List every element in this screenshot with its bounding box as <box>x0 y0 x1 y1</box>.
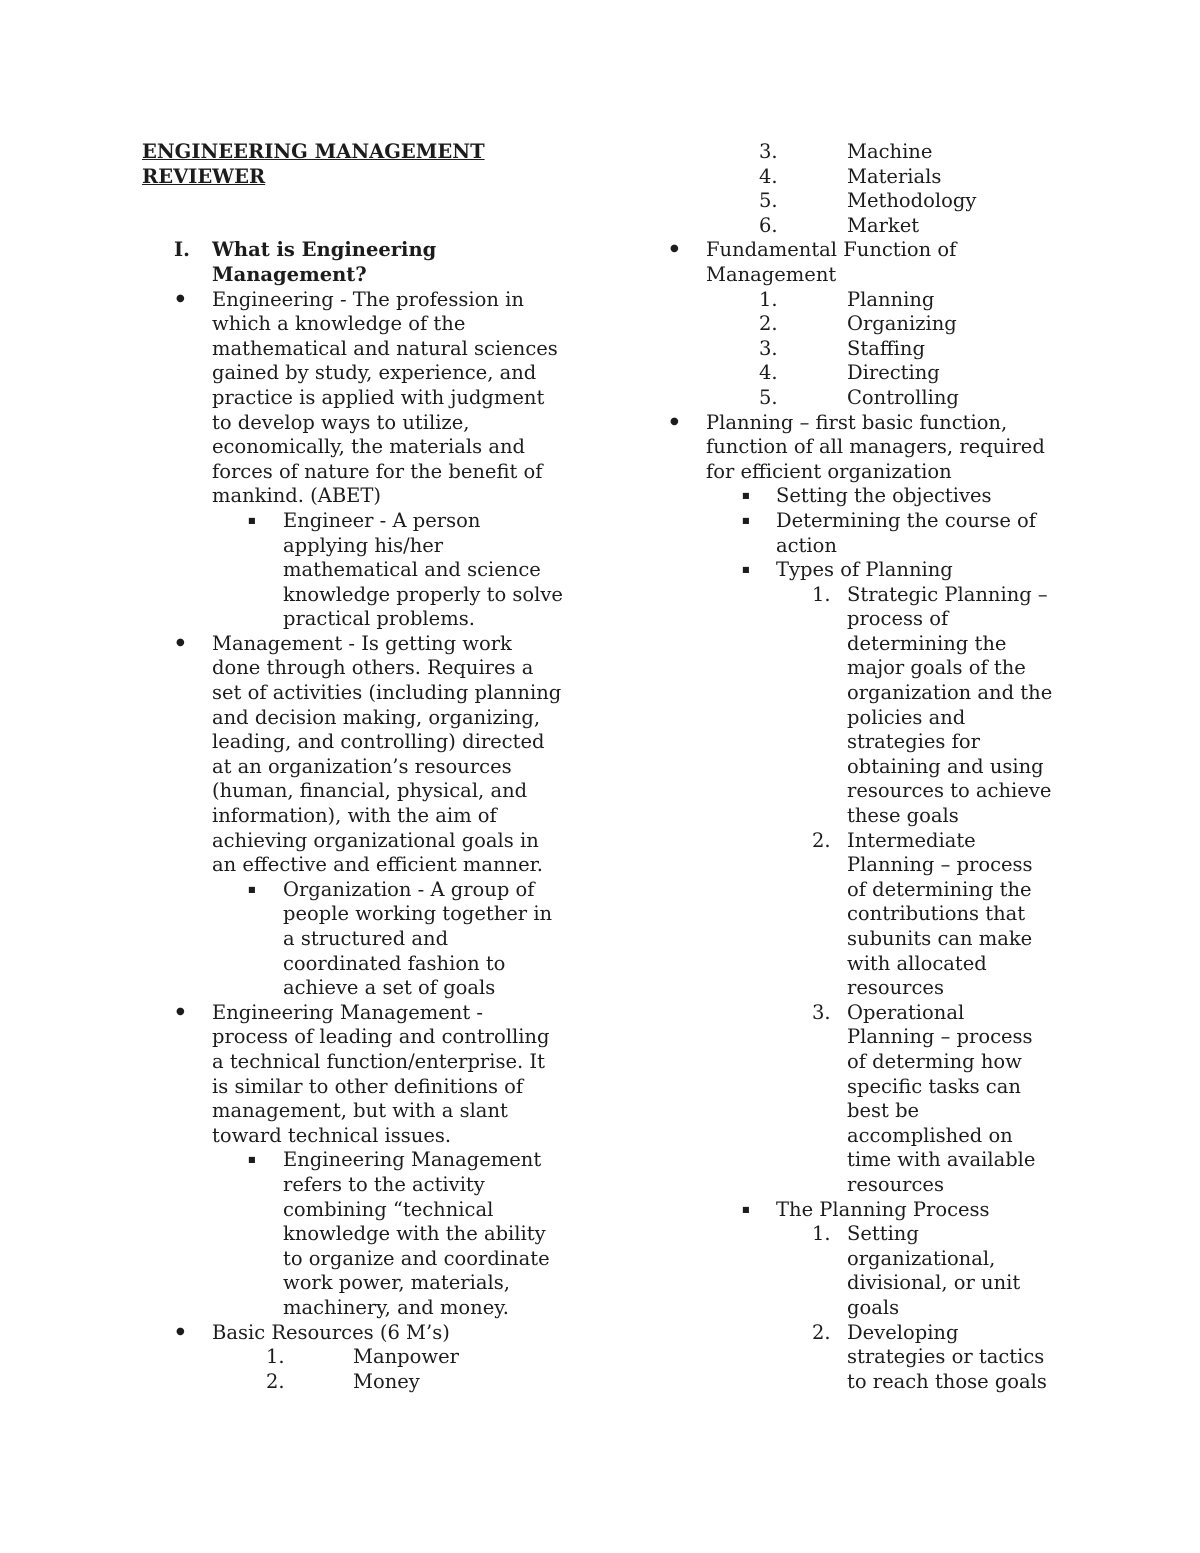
right-column <box>668 140 1088 1394</box>
process-step-2: 2. Developing strategies or tactics to reach those goals <box>812 1320 1047 1393</box>
engineer-subitem: Engineer - A person applying his/her mathematical and science knowledge properly to solve practical problems. <box>283 508 563 631</box>
list-item: 4. Materials <box>759 164 942 188</box>
engineering-bullet: Engineering - The profession in which a knowledge of the mathematical and natural sciences gained by study, experience, and practice is applied with judgment to develop ways to utilize, economically, the materials and forces of nature for the benefit of mankind. (ABET) <box>212 287 558 508</box>
list-item: 3. Staffing <box>759 336 925 360</box>
list-item: 1. Manpower <box>266 1345 459 1369</box>
engineering-management-subitem: Engineering Management refers to the activity combining “technical knowledge with the ability to organize and coordinate work power, materials, machinery, and money. <box>283 1148 550 1319</box>
process-step-1: 1. Setting organizational, divisional, or unit goals <box>812 1222 1021 1319</box>
fundamental-function-bullet: Fundamental Function of Management 1. Planning 2. Organizing 3. Staffing 4. Directing 5. Controlling <box>668 238 1088 410</box>
management-bullet: Management - Is getting work done through others. Requires a set of activities (including planning and decision making, organizing, leading, and controlling) directed at an organization’s resources (human, financial, physical, and information), with the aim of achieving organizational goals in an effective and efficient manner. <box>212 631 562 877</box>
strategic-planning-item: 1. Strategic Planning – process of determining the major goals of the organization and the policies and strategies for obtaining and using resources to achieve these goals <box>812 582 1053 828</box>
doc-title-line-2: REVIEWER <box>142 164 266 188</box>
left-column <box>142 140 582 1394</box>
list-item: 5. Methodology <box>759 189 977 213</box>
list-item: 2. Money <box>266 1369 420 1393</box>
section-number: I. <box>174 238 190 262</box>
doc-title-line-1: ENGINEERING MANAGEMENT <box>142 140 485 163</box>
list-item: 2. Organizing <box>759 312 957 336</box>
list-item: 4. Directing <box>759 361 940 385</box>
organization-subitem: Organization - A group of people working together in a structured and coordinated fashion to achieve a set of goals <box>283 877 553 1000</box>
section-heading-line-1: What is Engineering <box>212 238 437 262</box>
list-item: 5. Controlling <box>759 385 959 409</box>
list-item: 6. Market <box>759 213 920 237</box>
list-item: 3. Machine <box>759 140 933 163</box>
engineering-management-bullet: Engineering Management - process of leading and controlling a technical function/enterprise. It is similar to other definitions of management, but with a slant toward technical issues. <box>212 1000 550 1147</box>
intermediate-planning-item: 2. Intermediate Planning – process of determining the contributions that subunits can make with allocated resources <box>812 828 1033 1000</box>
section-heading <box>142 238 582 263</box>
operational-planning-item: 3. Operational Planning – process of determing how specific tasks can best be accomplished on time with available resources <box>812 1000 1036 1196</box>
basic-resources-bullet: Basic Resources (6 M’s) 1. Manpower 2. Money <box>142 1321 582 1395</box>
list-item: 1. Planning <box>759 287 935 311</box>
planning-bullet: Planning – first basic function, function of all managers, required for efficient organization Setting the objectives Determining the course of action Types of Planning 1. Strategic Planning – process of determining the major goals of the organization and the policies and strategies for obtaining and using resources to achieve these goals 2. Intermediate Planning – process of determining the contributions that subunits can make with allocated resources 3. Operational Planning – process of determing how specific tasks can best be accomplished on time with available resources The Planning Process 1. Setting organizational, divisional, or unit goals 2. Developing strategies or tactics to reach those goals <box>668 411 1088 1395</box>
section-heading-line-2: Management? <box>212 262 367 286</box>
